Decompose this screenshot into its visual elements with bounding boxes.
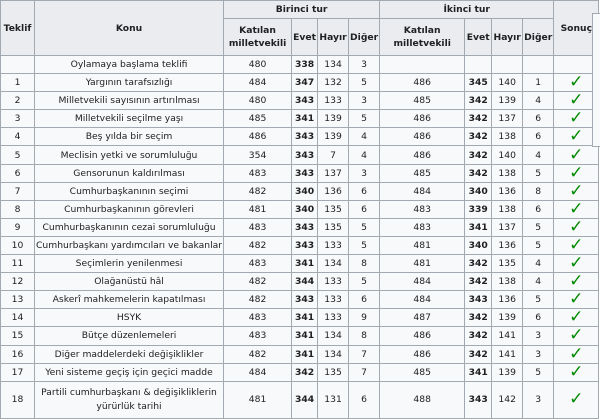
cell-r1-hayir: 135 — [318, 363, 349, 381]
cell-r2-evet: 342 — [465, 164, 492, 182]
sort-popup-edge — [592, 13, 600, 147]
cell-r1-katilan: 482 — [224, 291, 292, 309]
header-sonuc[interactable]: Sonuç — [554, 1, 599, 56]
cell-sonuc — [554, 236, 599, 254]
table-row — [1, 363, 599, 381]
table-row — [1, 273, 599, 291]
cell-r1-katilan: 482 — [224, 345, 292, 363]
header-row-top — [1, 1, 599, 19]
cell-r1-katilan: 483 — [224, 309, 292, 327]
cell-sonuc — [554, 273, 599, 291]
table-row — [1, 309, 599, 327]
checkmark-icon: ✓ — [569, 182, 584, 201]
table-row — [1, 92, 599, 110]
cell-r2-diger: 6 — [523, 309, 554, 327]
cell-r1-katilan: 483 — [224, 164, 292, 182]
cell-r2-evet: 339 — [465, 200, 492, 218]
cell-r1-evet: 343 — [292, 218, 318, 236]
cell-r2-evet: 342 — [465, 327, 492, 345]
cell-r1-diger: 5 — [349, 273, 380, 291]
cell-teklif: 18 — [1, 381, 35, 418]
table-row — [1, 218, 599, 236]
cell-teklif: 8 — [1, 200, 35, 218]
cell-r2-katilan: 485 — [380, 363, 465, 381]
cell-r2-diger: 3 — [523, 345, 554, 363]
table-row — [1, 128, 599, 146]
cell-r2-diger: 8 — [523, 182, 554, 200]
cell-r2-hayir: 139 — [492, 363, 523, 381]
table-row — [1, 182, 599, 200]
cell-r2-evet: 340 — [465, 236, 492, 254]
cell-r2-hayir: 139 — [492, 92, 523, 110]
cell-r1-evet: 340 — [292, 182, 318, 200]
cell-r2-diger: 5 — [523, 164, 554, 182]
header-r1-diger[interactable]: Diğer — [349, 19, 380, 56]
cell-sonuc — [554, 381, 599, 418]
header-r1-katilan[interactable]: Katılan milletvekili — [224, 19, 292, 56]
cell-r1-hayir: 133 — [318, 92, 349, 110]
cell-teklif: 2 — [1, 92, 35, 110]
cell-r2-diger: 3 — [523, 381, 554, 418]
cell-r1-katilan: 481 — [224, 200, 292, 218]
table-row — [1, 146, 599, 164]
cell-r1-diger: 6 — [349, 200, 380, 218]
cell-r2-evet: 343 — [465, 291, 492, 309]
cell-teklif: 10 — [1, 236, 35, 254]
cell-r1-hayir: 139 — [318, 128, 349, 146]
cell-konu: Olağanüstü hâl — [35, 273, 224, 291]
cell-r2-evet: 343 — [465, 381, 492, 418]
table-row — [1, 74, 599, 92]
cell-r1-hayir: 137 — [318, 164, 349, 182]
checkmark-icon: ✓ — [569, 345, 584, 364]
header-r2-diger[interactable]: Diğer — [523, 19, 554, 56]
cell-r1-hayir: 139 — [318, 110, 349, 128]
cell-r2-hayir: 139 — [492, 309, 523, 327]
checkmark-icon: ✓ — [569, 363, 584, 382]
table-row — [1, 291, 599, 309]
cell-r1-katilan: 481 — [224, 381, 292, 418]
cell-teklif: 13 — [1, 291, 35, 309]
cell-r1-evet: 343 — [292, 92, 318, 110]
cell-r2-hayir: 140 — [492, 146, 523, 164]
cell-r2-hayir: 138 — [492, 128, 523, 146]
cell-r1-diger: 3 — [349, 164, 380, 182]
cell-sonuc — [554, 345, 599, 363]
table-row — [1, 381, 599, 418]
cell-r1-hayir: 133 — [318, 309, 349, 327]
cell-r1-evet: 343 — [292, 146, 318, 164]
cell-r2-evet: 340 — [465, 182, 492, 200]
cell-r2-katilan: 485 — [380, 92, 465, 110]
cell-r1-katilan: 483 — [224, 255, 292, 273]
cell-sonuc — [554, 164, 599, 182]
cell-teklif: 16 — [1, 345, 35, 363]
cell-teklif: 3 — [1, 110, 35, 128]
cell-r2-katilan: 486 — [380, 327, 465, 345]
cell-konu: Milletvekili seçilme yaşı — [35, 110, 224, 128]
cell-r2-hayir: 141 — [492, 345, 523, 363]
cell-r2-hayir: 140 — [492, 74, 523, 92]
table-row — [1, 255, 599, 273]
cell-r2-evet: 342 — [465, 146, 492, 164]
cell-r1-evet: 341 — [292, 327, 318, 345]
cell-r2-katilan: 481 — [380, 236, 465, 254]
cell-r2-diger: 6 — [523, 200, 554, 218]
cell-r1-katilan: 484 — [224, 363, 292, 381]
cell-r2-diger: 4 — [523, 146, 554, 164]
cell-r2-katilan: 486 — [380, 110, 465, 128]
header-birinci-tur: Birinci tur — [224, 1, 380, 19]
cell-r1-katilan: 485 — [224, 110, 292, 128]
cell-r1-hayir: 136 — [318, 182, 349, 200]
checkmark-icon: ✓ — [569, 389, 584, 410]
cell-sonuc — [554, 182, 599, 200]
table-row — [1, 110, 599, 128]
cell-konu: Cumhurbaşkanının görevleri — [35, 200, 224, 218]
cell-konu: Cumhurbaşkanının seçimi — [35, 182, 224, 200]
cell-konu: Partili cumhurbaşkanı & değişikliklerin yürürlük tarihi — [35, 381, 224, 418]
cell-r1-hayir: 134 — [318, 56, 349, 74]
cell-konu: Cumhurbaşkanının cezai sorumluluğu — [35, 218, 224, 236]
cell-teklif: 15 — [1, 327, 35, 345]
cell-r2-katilan: 484 — [380, 291, 465, 309]
cell-r1-katilan: 480 — [224, 92, 292, 110]
cell-r1-diger: 5 — [349, 110, 380, 128]
cell-konu: Milletvekili sayısının artırılması — [35, 92, 224, 110]
cell-sonuc — [554, 255, 599, 273]
checkmark-icon: ✓ — [569, 109, 584, 128]
cell-teklif: 17 — [1, 363, 35, 381]
cell-r1-diger: 6 — [349, 381, 380, 418]
cell-r2-diger: 4 — [523, 92, 554, 110]
cell-r2-hayir: 136 — [492, 182, 523, 200]
cell-r1-diger: 4 — [349, 146, 380, 164]
cell-r2-evet: 341 — [465, 363, 492, 381]
cell-r2-katilan: 487 — [380, 309, 465, 327]
table-row — [1, 345, 599, 363]
table-row — [1, 56, 599, 74]
header-konu[interactable]: Konu — [35, 1, 224, 56]
cell-r1-diger: 7 — [349, 345, 380, 363]
cell-sonuc — [554, 327, 599, 345]
cell-r2-diger: 5 — [523, 363, 554, 381]
checkmark-icon: ✓ — [569, 254, 584, 273]
cell-r2-evet: 342 — [465, 128, 492, 146]
cell-r1-evet: 342 — [292, 363, 318, 381]
cell-r2-evet: 342 — [465, 273, 492, 291]
cell-r1-diger: 5 — [349, 236, 380, 254]
cell-r1-hayir: 134 — [318, 327, 349, 345]
checkmark-icon: ✓ — [569, 91, 584, 110]
cell-konu: Bütçe düzenlemeleri — [35, 327, 224, 345]
cell-r1-diger: 3 — [349, 56, 380, 74]
cell-r1-hayir: 7 — [318, 146, 349, 164]
cell-teklif: 1 — [1, 74, 35, 92]
checkmark-icon: ✓ — [569, 145, 584, 165]
cell-r1-evet: 343 — [292, 236, 318, 254]
cell-teklif: 5 — [1, 146, 35, 164]
cell-r1-evet: 341 — [292, 309, 318, 327]
cell-r1-hayir: 135 — [318, 200, 349, 218]
table-row — [1, 327, 599, 345]
cell-r2-katilan: 486 — [380, 74, 465, 92]
cell-konu: HSYK — [35, 309, 224, 327]
cell-r2-hayir: 141 — [492, 327, 523, 345]
cell-r2-diger: 4 — [523, 255, 554, 273]
cell-r1-katilan: 354 — [224, 146, 292, 164]
cell-r2-hayir: 137 — [492, 218, 523, 236]
cell-r1-diger: 5 — [349, 218, 380, 236]
cell-sonuc — [554, 146, 599, 164]
cell-r1-diger: 6 — [349, 291, 380, 309]
cell-r2-diger: 5 — [523, 236, 554, 254]
cell-r1-katilan: 482 — [224, 236, 292, 254]
cell-r2-diger: 6 — [523, 128, 554, 146]
cell-r2-katilan: 483 — [380, 218, 465, 236]
cell-r1-hayir: 133 — [318, 273, 349, 291]
cell-r2-hayir: 135 — [492, 255, 523, 273]
cell-konu: Oylamaya başlama teklifi — [35, 56, 224, 74]
cell-r2-katilan: 486 — [380, 128, 465, 146]
checkmark-icon: ✓ — [569, 127, 584, 146]
cell-r2-hayir: 137 — [492, 110, 523, 128]
cell-r1-hayir: 131 — [318, 381, 349, 418]
cell-r2-katilan: 488 — [380, 381, 465, 418]
cell-r2-evet: 342 — [465, 309, 492, 327]
cell-r1-diger: 8 — [349, 255, 380, 273]
cell-r2-diger: 5 — [523, 291, 554, 309]
cell-r1-evet: 344 — [292, 381, 318, 418]
cell-r1-evet: 338 — [292, 56, 318, 74]
cell-sonuc — [554, 291, 599, 309]
cell-r2-diger: 3 — [523, 327, 554, 345]
cell-teklif: 9 — [1, 218, 35, 236]
cell-r1-diger: 6 — [349, 182, 380, 200]
cell-r1-evet: 347 — [292, 74, 318, 92]
cell-r1-katilan: 484 — [224, 74, 292, 92]
cell-r1-hayir: 134 — [318, 255, 349, 273]
checkmark-icon: ✓ — [569, 308, 584, 327]
header-r1-hayir[interactable]: Hayır — [318, 19, 349, 56]
header-ikinci-tur: İkinci tur — [380, 1, 554, 19]
cell-r1-diger: 3 — [349, 92, 380, 110]
header-r1-evet[interactable]: Evet — [292, 19, 318, 56]
cell-teklif: 7 — [1, 182, 35, 200]
cell-konu: Askerî mahkemelerin kapatılması — [35, 291, 224, 309]
checkmark-icon: ✓ — [569, 272, 584, 291]
cell-r1-evet: 343 — [292, 291, 318, 309]
cell-r1-hayir: 133 — [318, 291, 349, 309]
checkmark-icon: ✓ — [569, 290, 584, 309]
cell-r1-evet: 341 — [292, 345, 318, 363]
checkmark-icon: ✓ — [569, 218, 584, 237]
cell-teklif: 12 — [1, 273, 35, 291]
checkmark-icon: ✓ — [569, 326, 584, 345]
cell-r2-evet: 342 — [465, 92, 492, 110]
cell-r2-katilan: 485 — [380, 164, 465, 182]
header-r2-katilan[interactable]: Katılan milletvekili — [380, 19, 465, 56]
table-body — [1, 56, 599, 419]
checkmark-icon: ✓ — [569, 236, 584, 255]
cell-r2-diger: 6 — [523, 110, 554, 128]
cell-r2-evet: 345 — [465, 74, 492, 92]
cell-r2-katilan: 481 — [380, 255, 465, 273]
cell-r1-diger: 4 — [349, 128, 380, 146]
cell-r1-katilan: 482 — [224, 182, 292, 200]
cell-r1-hayir: 133 — [318, 236, 349, 254]
cell-sonuc — [554, 363, 599, 381]
cell-r2-hayir — [492, 56, 523, 74]
cell-r2-katilan: 483 — [380, 200, 465, 218]
table-row — [1, 164, 599, 182]
cell-r1-evet: 343 — [292, 164, 318, 182]
cell-r1-evet: 343 — [292, 128, 318, 146]
cell-konu: Yargının tarafsızlığı — [35, 74, 224, 92]
cell-r1-katilan: 480 — [224, 56, 292, 74]
cell-r2-evet: 342 — [465, 110, 492, 128]
cell-r2-katilan: 486 — [380, 146, 465, 164]
table-row — [1, 200, 599, 218]
cell-r2-evet: 342 — [465, 255, 492, 273]
cell-konu: Seçimlerin yenilenmesi — [35, 255, 224, 273]
cell-r2-hayir: 138 — [492, 200, 523, 218]
cell-r2-evet: 341 — [465, 218, 492, 236]
cell-konu: Gensorunun kaldırılması — [35, 164, 224, 182]
checkmark-icon: ✓ — [569, 200, 584, 219]
cell-konu: Yeni sisteme geçiş için geçici madde — [35, 363, 224, 381]
cell-r2-evet — [465, 56, 492, 74]
cell-r1-katilan: 482 — [224, 273, 292, 291]
cell-teklif: 11 — [1, 255, 35, 273]
cell-r2-hayir: 136 — [492, 291, 523, 309]
header-r2-hayir[interactable]: Hayır — [492, 19, 523, 56]
cell-r1-hayir: 132 — [318, 74, 349, 92]
checkmark-icon: ✓ — [569, 164, 584, 183]
cell-teklif: 4 — [1, 128, 35, 146]
cell-r2-katilan: 484 — [380, 182, 465, 200]
cell-r1-katilan: 486 — [224, 128, 292, 146]
cell-r1-hayir: 135 — [318, 218, 349, 236]
checkmark-icon: ✓ — [569, 73, 584, 92]
cell-konu: Beş yılda bir seçim — [35, 128, 224, 146]
cell-r2-evet: 342 — [465, 345, 492, 363]
cell-konu: Diğer maddelerdeki değişiklikler — [35, 345, 224, 363]
cell-konu: Meclisin yetki ve sorumluluğu — [35, 146, 224, 164]
cell-r2-katilan: 484 — [380, 273, 465, 291]
cell-konu: Cumhurbaşkanı yardımcıları ve bakanlar — [35, 236, 224, 254]
cell-r1-evet: 344 — [292, 273, 318, 291]
cell-r1-hayir: 134 — [318, 345, 349, 363]
cell-r2-diger: 1 — [523, 74, 554, 92]
cell-r1-diger: 8 — [349, 327, 380, 345]
cell-teklif: 6 — [1, 164, 35, 182]
cell-r1-evet: 341 — [292, 110, 318, 128]
cell-r2-hayir: 138 — [492, 273, 523, 291]
cell-r1-diger: 9 — [349, 309, 380, 327]
cell-teklif: 14 — [1, 309, 35, 327]
cell-r2-katilan: 486 — [380, 345, 465, 363]
cell-r2-katilan — [380, 56, 465, 74]
cell-r1-katilan: 483 — [224, 218, 292, 236]
cell-sonuc — [554, 309, 599, 327]
table-row — [1, 236, 599, 254]
cell-r2-diger: 4 — [523, 273, 554, 291]
cell-r1-evet: 341 — [292, 255, 318, 273]
cell-r2-hayir: 142 — [492, 381, 523, 418]
cell-sonuc — [554, 200, 599, 218]
header-teklif[interactable]: Teklif — [1, 1, 35, 56]
cell-teklif — [1, 56, 35, 74]
cell-r1-diger: 5 — [349, 74, 380, 92]
cell-r2-diger: 5 — [523, 218, 554, 236]
cell-r1-evet: 340 — [292, 200, 318, 218]
cell-r2-diger — [523, 56, 554, 74]
header-r2-evet[interactable]: Evet — [465, 19, 492, 56]
cell-r1-katilan: 483 — [224, 327, 292, 345]
cell-sonuc — [554, 218, 599, 236]
cell-r1-diger: 7 — [349, 363, 380, 381]
cell-r2-hayir: 136 — [492, 236, 523, 254]
cell-r2-hayir: 138 — [492, 164, 523, 182]
